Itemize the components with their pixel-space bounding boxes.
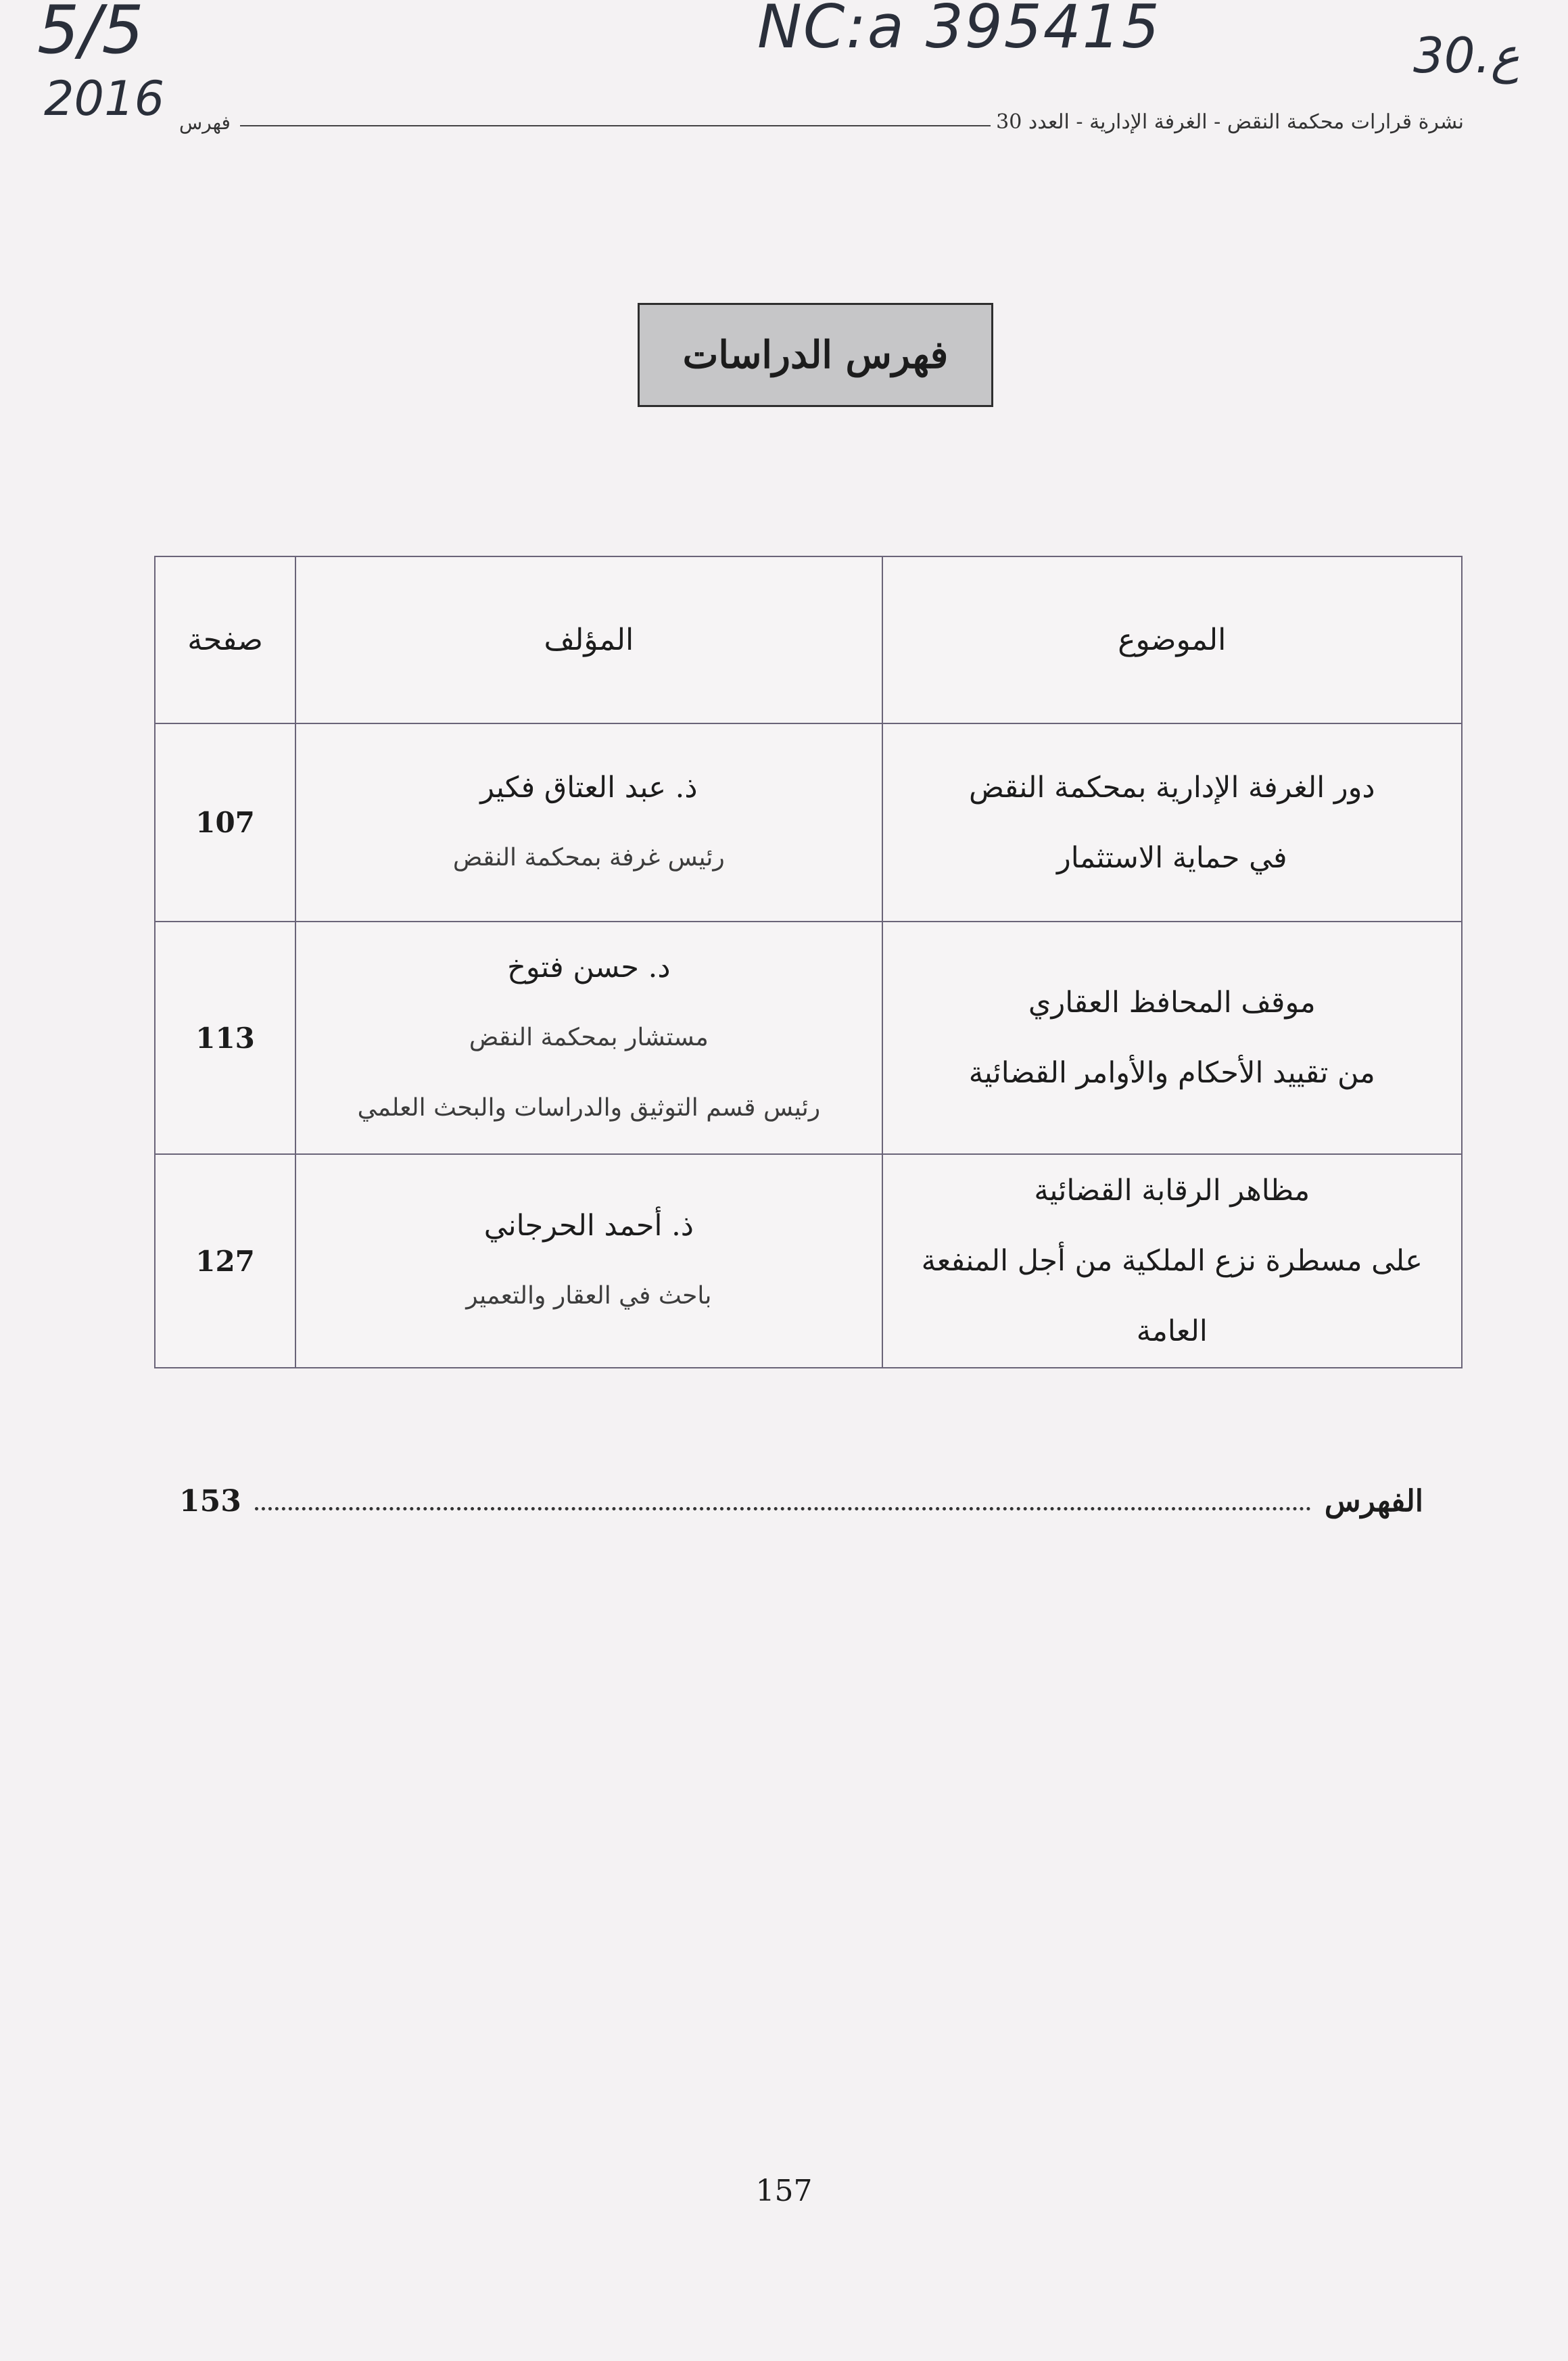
- table-header-row: [155, 556, 1462, 723]
- index-entry: [179, 1474, 1423, 1528]
- author-name: ذ. عبد العتاق فكير: [480, 770, 698, 805]
- subject-line: في حماية الاستثمار: [1057, 840, 1287, 875]
- header-author: المؤلف: [295, 556, 882, 723]
- author-cell: [295, 922, 882, 1154]
- subject-line: موقف المحافظ العقاري: [1028, 986, 1316, 1020]
- handwritten-year-note: 2016: [44, 71, 165, 126]
- section-label: فهرس: [179, 112, 231, 134]
- index-label: الفهرس: [1324, 1483, 1423, 1519]
- author-cell: [295, 1154, 882, 1368]
- dot-leader: [255, 1507, 1311, 1510]
- table-row: [155, 922, 1462, 1154]
- author-role: مستشار بمحكمة النقض: [469, 1024, 709, 1051]
- header-rule: [240, 125, 991, 126]
- handwritten-issue-note: 30.ع: [1413, 27, 1520, 84]
- table-row: [155, 1154, 1462, 1368]
- author-cell: [295, 723, 882, 922]
- author-role: رئيس غرفة بمحكمة النقض: [452, 843, 725, 872]
- page-title: فهرس الدراسات: [638, 303, 993, 407]
- index-page-number: 153: [179, 1483, 241, 1519]
- subject-line: دور الغرفة الإدارية بمحكمة النقض: [969, 770, 1375, 805]
- header-page: صفحة: [155, 556, 295, 723]
- header-subject: الموضوع: [882, 556, 1462, 723]
- author-role: رئيس قسم التوثيق والدراسات والبحث العلمي: [357, 1094, 821, 1122]
- author-name: د. حسن فتوخ: [507, 951, 671, 984]
- subject-line: مظاهر الرقابة القضائية: [1034, 1174, 1310, 1208]
- handwritten-volume-note: 5/5: [37, 0, 144, 69]
- author-name: ذ. أحمد الحرجاني: [483, 1209, 694, 1243]
- page-cell: [155, 922, 295, 1154]
- subject-cell: [882, 922, 1462, 1154]
- table-row: [155, 723, 1462, 922]
- page-number: 157: [755, 2174, 813, 2208]
- subject-line: من تقييد الأحكام والأوامر القضائية: [968, 1056, 1375, 1090]
- publication-title: نشرة قرارات محكمة النقض - الغرفة الإدارية - العدد 30: [996, 110, 1464, 134]
- subject-cell: [882, 723, 1462, 922]
- studies-table: [154, 556, 1463, 1368]
- page-number-value: 127: [195, 1244, 255, 1278]
- subject-cell: [882, 1154, 1462, 1368]
- running-header: [179, 105, 1464, 145]
- page-number-value: 107: [195, 806, 255, 839]
- handwritten-catalog-number: NC:a 395415: [757, 0, 1161, 62]
- page-cell: [155, 1154, 295, 1368]
- page-cell: [155, 723, 295, 922]
- author-role: باحث في العقار والتعمير: [466, 1282, 712, 1310]
- page-number-value: 113: [195, 1021, 255, 1055]
- subject-line: على مسطرة نزع الملكية من أجل المنفعة العامة: [921, 1244, 1423, 1348]
